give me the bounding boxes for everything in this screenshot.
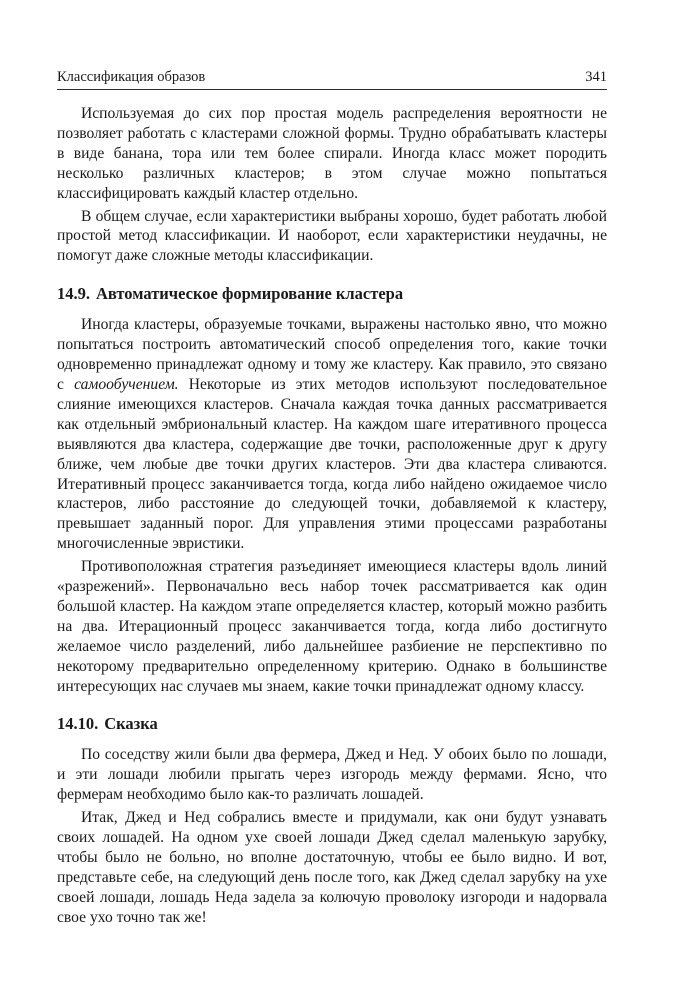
paragraph: [57, 315, 607, 554]
book-page: [57, 66, 607, 928]
paragraph: [57, 207, 607, 267]
running-head: [57, 66, 607, 88]
text-run: Итак, Джед и Нед собрались вместе и придумали, как они будут узнавать своих лошадей. На одном ухе своей лошади Джед сделал маленькую зарубку, чтобы было не больно, но вполне достаточную, чтобы ее было видно. И вот, представьте себе, на следующий день после того, как Джед сделал зарубку на ухе своей лошади, лошадь Неда задела за колючую проволоку изгороди и надорвала свое ухо точно так же!: [57, 809, 607, 926]
section-title: Сказка: [104, 714, 158, 734]
paragraph: [57, 808, 607, 927]
text-run: В общем случае, если характеристики выбраны хорошо, будет работать любой простой метод классификации. И наоборот, если характеристики неудачны, не помогут даже сложные методы классификации.: [57, 207, 607, 265]
section-heading: [57, 714, 607, 734]
section-heading: [57, 284, 607, 304]
text-run: Используемая до сих пор простая модель распределения вероятности не позволяет работать с кластерами сложной формы. Трудно обрабатывать кластеры в виде банана, тора или тем более спирали. Иногда класс может породить несколько различных кластеров; в этом случае можно попытаться классифицировать каждый кластер отдельно.: [57, 105, 607, 202]
italic-term: самообучением.: [74, 375, 179, 393]
paragraph: [57, 557, 607, 696]
text-run: Противоположная стратегия разъединяет имеющиеся кластеры вдоль линий «разрежений». Первоначально весь набор точек рассматривается как один большой кластер. На каждом этапе определяется кластер, который можно разбить на два. Итерационный процесс заканчивается тогда, когда либо достигнуто желаемое число разделений, либо дальнейшее разбиение не перспективно по некоторому предварительно определенному критерию. Однако в большинстве интересующих нас случаев мы знаем, какие точки принадлежат одному классу.: [57, 558, 607, 695]
section-title: Автоматическое формирование кластера: [96, 284, 404, 304]
text-run: По соседству жили были два фермера, Джед и Нед. У обоих было по лошади, и эти лошади любили прыгать через изгородь между фермами. Ясно, что фермерам необходимо было как-то различать лошадей.: [57, 746, 607, 804]
section-number: 14.9.: [57, 284, 90, 304]
section-number: 14.10.: [57, 714, 99, 734]
running-head-title: Классификация образов: [57, 69, 206, 85]
paragraph: [57, 745, 607, 805]
text-run: Иногда кластеры, образуемые точками, выражены настолько явно, что можно попытаться построить автоматический способ определения того, какие точки одновременно принадлежат одному и тому же кластеру. Как правило, это связано с: [57, 316, 607, 393]
paragraph: [57, 104, 607, 204]
page-number: 341: [585, 69, 607, 85]
text-run: Некоторые из этих методов используют последовательное слияние имеющихся кластеров. Сначала каждая точка данных рассматривается как отдельный эмбриональный кластер. На каждом шаге итеративного процесса выявляются два кластера, содержащие две точки, расположенные друг к другу ближе, чем любые две точки других кластеров. Эти два кластера сливаются. Итеративный процесс заканчивается тогда, когда либо найдено ожидаемое число кластеров, либо расстояние до следующей точки, добавляемой к кластеру, превышает заданный порог. Для управления этими процессами разработаны многочисленные эвристики.: [57, 375, 607, 553]
body-text: [57, 104, 607, 928]
header-rule: [57, 89, 607, 90]
